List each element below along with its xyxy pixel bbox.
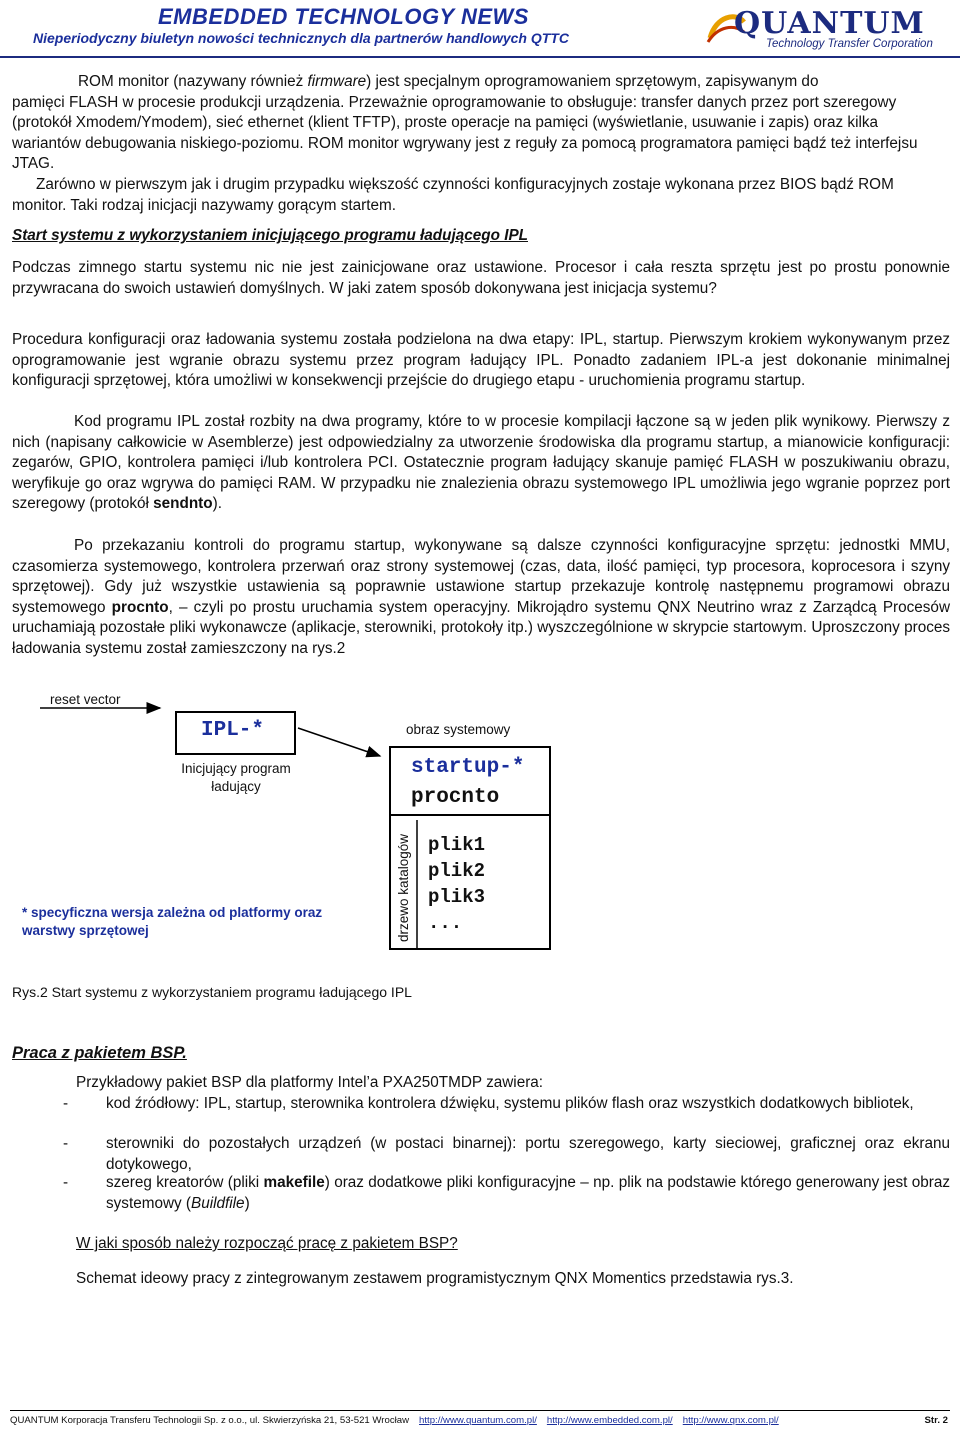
logo-tagline: Technology Transfer Corporation [766,38,933,50]
boot-diagram [0,688,960,968]
reset-vector-label: reset vector [50,692,121,707]
item3-text-c: ) [244,1194,250,1212]
platform-note [22,904,322,940]
p3-text-a: Kod programu IPL został rozbity na dwa programy, które to w procesie kompilacji łączone są w jeden plik wynikowy. Pierwszy z nich (napisany całkowicie w Asemblerze) jest odpowiedzialny za utworzenie środowiska dla programu startup, a mianowicie konfiguracji: zegarów, GPIO, kontrolera pamięci i/lub kontrolera PCI. Ostatecznie program ładujący skanuje pamięć FLASH w poszukiwaniu obrazu, weryfikuje go oraz wgrywa do pamięci RAM. W przypadku nie znalezienia obrazu systemowego IPL umożliwia jego wgranie poprzez port szeregowy (protokół [12,413,950,513]
image-label: obraz systemowy [406,722,511,737]
ipl-desc-line1: Inicjujący program [181,761,291,776]
intro-text-a: ROM monitor (nazywany również [78,73,308,90]
list-dash: - [63,1135,69,1152]
page-footer [10,1415,950,1426]
ipl-desc-line2: ładujący [211,779,261,794]
list-item-text: kod źródłowy: IPL, startup, sterownika kontrolera dźwięku, systemu plików flash oraz wszystkich dodatkowych bibliotek, [106,1095,914,1112]
ipl-box-label: IPL-* [201,719,265,742]
file-item: ... [428,912,463,934]
newsletter-title: EMBEDDED TECHNOLOGY NEWS [158,4,529,29]
quantum-logo [706,8,956,52]
file-item: plik2 [428,860,486,882]
file-item: plik1 [428,834,486,856]
page-header [0,0,960,56]
footer-link-quantum[interactable]: http://www.quantum.com.pl/ [419,1415,537,1426]
footer-link-qnx[interactable]: http://www.qnx.com.pl/ [682,1415,779,1426]
logo-wordmark: QUANTUM [734,6,925,41]
list-item-text [106,1173,950,1214]
section1-paragraph-2: Procedura konfiguracji oraz ładowania systemu została podzielona na dwa etapy: IPL, startup. Pierwszym krokiem wykonywanym przez oprogramowanie jest wgranie obrazu systemu przez program ładujący IPL. Ponadto zadaniem IPL-a jest dokonanie minimalnej konfiguracji sprzętowej, która umożliwi w konsekwencji przejście do drugiego etapu - uruchomienia programu startup. [12,331,950,390]
startup-label: startup-* [411,756,525,779]
section1-paragraph-3 [12,412,950,515]
section-title-bsp: Praca z pakietem BSP. [12,1044,187,1062]
intro-text-b: ) jest specjalnym oprogramowaniem sprzętowym, zapisywanym do [366,73,819,90]
list-dash: - [63,1095,69,1112]
platform-note-line1: * specyficzna wersja zależna od platformy oraz [22,905,323,920]
buildfile-term: Buildfile [191,1194,245,1212]
footer-divider [10,1410,950,1411]
p4-text-a: Po przekazaniu kontroli do programu startup, wykonywane są dalsze czynności konfiguracyjne sprzętu: jednostki MMU, czasomierza systemowego, kontrolera przerwań oraz strony systemowej (czas, data, ilość pamięci, typ procesora, koprocesora i szyny sprzętowej). Gdy już wszystkie ustawienia są poprawnie ustawione startup przekazuje kontrolę następnemu programowi obrazu systemowego [12,537,950,616]
item3-text-a: szereg kreatorów (pliki [106,1174,264,1191]
bsp-intro: Przykładowy pakiet BSP dla platformy Intel’a PXA250TMDP zawiera: [76,1074,544,1091]
item3-text-b: ) oraz dodatkowe pliki konfiguracyjne – np. plik na podstawie którego generowany jest obraz systemowy ( [106,1174,950,1212]
section1-paragraph-4 [12,536,950,660]
page-number: Str. 2 [924,1415,948,1426]
directory-tree-label: drzewo katalogów [396,833,411,942]
p4-text-b: , – czyli po prostu uruchamia system operacyjny. Mikrojądro systemu QNX Neutrino wraz z Zarządcą Procesów uruchamiają pozostałe pliki wykonawcze (aplikacje, sterowniki, protokoły itp.) wyszczególnione w skrypcie startowym. Uproszczony proces ładowania systemu został zamieszczony na rys.2 [12,598,950,657]
p3-text-b: ). [212,495,222,513]
newsletter-subtitle: Nieperiodyczny biuletyn nowości technicznych dla partnerów handlowych QTTC [33,30,569,46]
file-item: plik3 [428,886,486,908]
sendnto-term: sendnto [153,495,213,513]
header-divider [0,56,960,58]
intro-firmware: firmware [307,73,367,90]
schema-sentence: Schemat ideowy pracy z zintegrowanym zestawem programistycznym QNX Momentics przedstawia rys.3. [76,1270,794,1287]
procnto-term: procnto [111,598,169,616]
intro-paragraph: pamięci FLASH w procesie produkcji urządzenia. Przeważnie oprogramowanie to obsługuje: transfer danych przez port szeregowy (protokół Xmodem/Ymodem), sieć ethernet (klient TFTP), proste operacje na pamięci (wyświetlanie, usuwanie i zapis) oraz kilka wariantów debugowania niskiego-poziomu. ROM monitor wgrywany jest z reguły za pomocą programatora pamięci bądź też interfejsu JTAG. [12,93,918,173]
intro-first-line [78,72,950,93]
intro-paragraph-2: Zarówno w pierwszym jak i drugim przypadku większość czynności konfiguracyjnych zostaje wykonana przez BIOS bądź ROM monitor. Taki rodzaj inicjacji nazywamy gorącym startem. [12,176,894,214]
file-list [428,832,485,936]
footer-link-embedded[interactable]: http://www.embedded.com.pl/ [546,1415,673,1426]
section1-paragraph-1: Podczas zimnego startu systemu nic nie jest zainicjowane oraz ustawione. Procesor i cała reszta sprzętu jest po prostu ponownie przywracana do swoich ustawień domyślnych. W jaki zatem sposób dokonywana jest inicjacja systemu? [12,259,950,297]
figure-caption: Rys.2 Start systemu z wykorzystaniem programu ładującego IPL [12,984,412,1000]
footer-company: QUANTUM Korporacja Transferu Technologii Sp. z o.o., ul. Skwierzyńska 21, 53-521 Wrocław [10,1415,410,1426]
procnto-label: procnto [411,786,500,809]
bsp-question: W jaki sposób należy rozpocząć pracę z pakietem BSP? [76,1235,458,1252]
list-item-text: sterowniki do pozostałych urządzeń (w postaci binarnej): portu szeregowego, karty sieciowej, graficznej oraz ekranu dotykowego, [106,1135,950,1173]
list-dash: - [63,1174,69,1191]
makefile-term: makefile [263,1174,325,1191]
section-title-ipl: Start systemu z wykorzystaniem inicjującego programu ładującego IPL [12,227,528,244]
platform-note-line2: warstwy sprzętowej [22,923,149,938]
